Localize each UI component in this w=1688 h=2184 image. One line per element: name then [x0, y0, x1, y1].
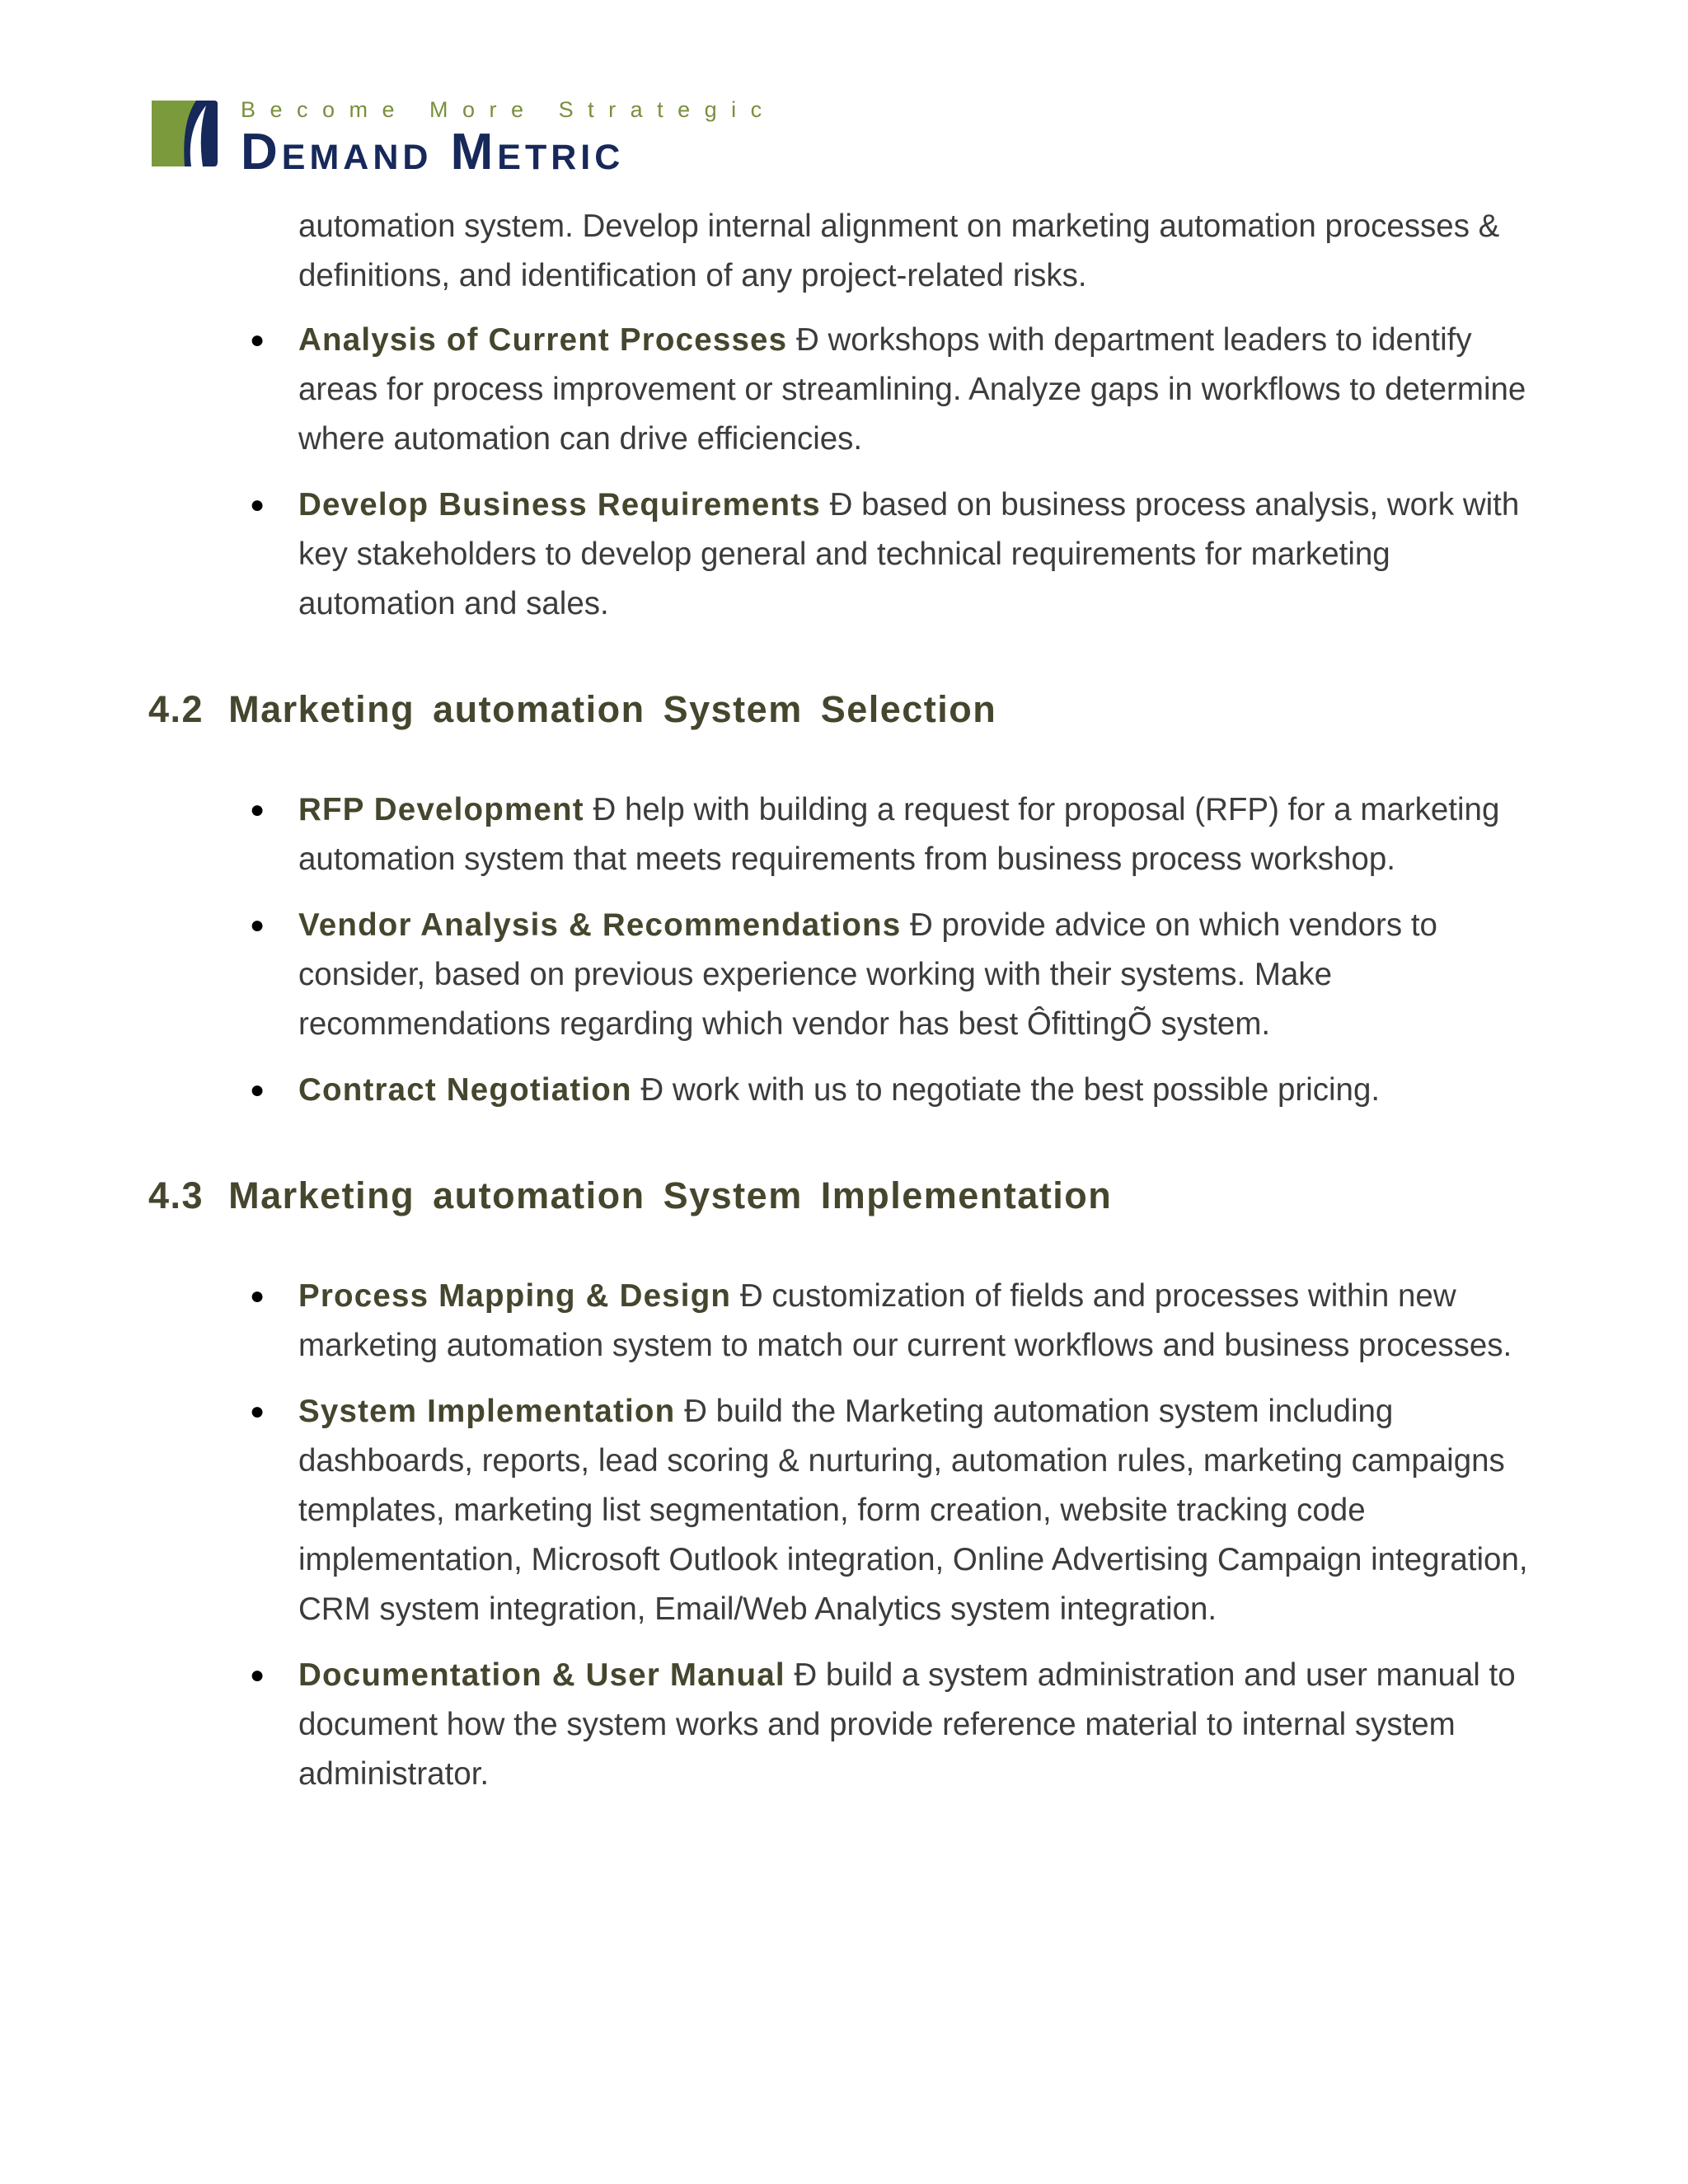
demand-metric-logo-icon [148, 97, 219, 168]
bullet-icon: ● [250, 1661, 265, 1689]
item-term: Vendor Analysis & Recommendations [298, 907, 902, 943]
list-item [148, 316, 1550, 464]
item-text: Ð customization of fields and processes within new marketing automation system to match our current workflows and business processes. [298, 1278, 1512, 1363]
item-term: Process Mapping & Design [298, 1278, 732, 1314]
bullet-icon: ● [250, 796, 265, 823]
section-4-2-list [148, 785, 1550, 1115]
item-text: Ð based on business process analysis, work with key stakeholders to develop general and technical requirements for marketing automation and sales. [298, 487, 1520, 621]
list-item [148, 901, 1550, 1049]
section-number: 4.3 [148, 1174, 204, 1216]
list-item [148, 785, 1550, 884]
section-title: Marketing automation System Selection [228, 688, 997, 730]
document-body [148, 202, 1550, 1816]
item-term: Develop Business Requirements [298, 487, 821, 523]
item-text: Ð workshops with department leaders to identify areas for process improvement or streamlining. Analyze gaps in workflows to determine where automation can drive efficiencies. [298, 322, 1526, 457]
item-term: Contract Negotiation [298, 1072, 632, 1108]
tagline: Become More Strategic [241, 97, 776, 122]
section-title: Marketing automation System Implementation [228, 1174, 1113, 1216]
item-text: Ð work with us to negotiate the best possible pricing. [631, 1072, 1381, 1108]
section-heading-4-2 [148, 685, 1550, 734]
item-term: Analysis of Current Processes [298, 322, 788, 358]
section-4-3-list [148, 1272, 1550, 1799]
list-item [148, 480, 1550, 629]
bullet-icon: ● [250, 1076, 265, 1104]
item-term: RFP Development [298, 792, 584, 827]
continuation-paragraph: automation system. Develop internal alignment on marketing automation processes & definitions, and identification of any project-related risks. [298, 209, 1500, 293]
section-number: 4.2 [148, 688, 204, 730]
bullet-icon: ● [250, 491, 265, 518]
item-text: Ð build a system administration and user manual to document how the system works and provide reference material to internal system administrator. [298, 1657, 1516, 1792]
bullet-icon: ● [250, 1398, 265, 1425]
list-item [148, 1272, 1550, 1371]
item-term: System Implementation [298, 1394, 676, 1429]
intro-list [148, 316, 1550, 629]
item-text: Ð help with building a request for proposal (RFP) for a marketing automation system that meets requirements from business process workshop. [298, 792, 1500, 877]
item-text: Ð provide advice on which vendors to consider, based on previous experience working with their systems. Make recommendations regarding which vendor has best ÔfittingÕ system. [298, 907, 1437, 1042]
list-item [148, 1387, 1550, 1634]
item-term: Documentation & User Manual [298, 1657, 785, 1693]
section-heading-4-3 [148, 1171, 1550, 1221]
brand-name: Demand Metric [241, 124, 625, 180]
list-item [148, 1651, 1550, 1799]
header-logo [148, 92, 799, 180]
bullet-icon: ● [250, 326, 265, 354]
bullet-icon: ● [250, 912, 265, 939]
list-item [148, 1066, 1550, 1115]
item-text: Ð build the Marketing automation system including dashboards, reports, lead scoring & nurturing, automation rules, marketing campaigns templates, marketing list segmentation, form creation, website tracking code implementation, Microsoft Outlook integration, Online Advertising Campaign integration, CRM system integration, Email/Web Analytics system integration. [298, 1394, 1528, 1627]
bullet-icon: ● [250, 1282, 265, 1310]
